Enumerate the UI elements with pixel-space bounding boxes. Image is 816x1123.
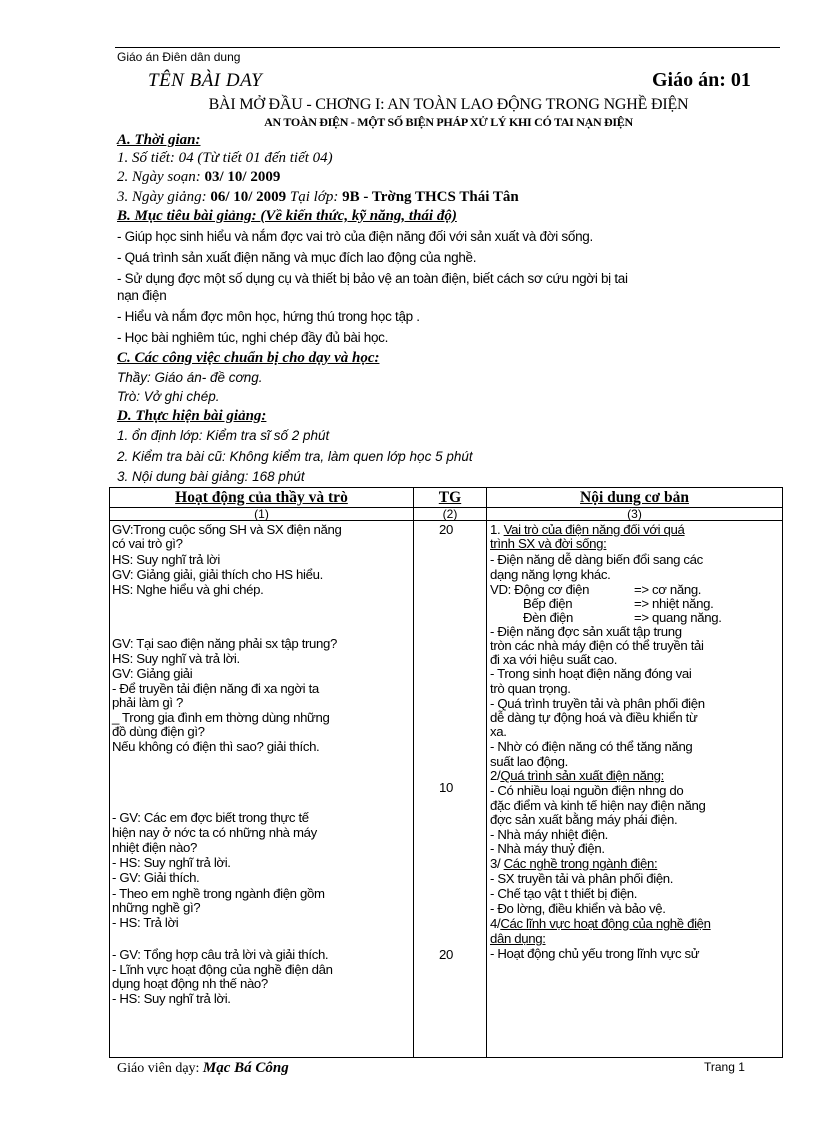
section-c-line-2: Trò: Vở ghi chép. xyxy=(117,389,220,404)
content-line: 2/Quá trình sản xuất điện năng: xyxy=(490,768,664,783)
table-col-number-3: (3) xyxy=(487,508,783,521)
content-line: suất lao động. xyxy=(490,754,568,769)
time-value: 20 xyxy=(439,522,453,537)
activity-line: - HS: Suy nghĩ trả lời. xyxy=(112,855,231,870)
content-line: đi xa với hiệu suất cao. xyxy=(490,652,618,667)
content-line: - Điện năng dễ dàng biến đổi sang các xyxy=(490,552,703,567)
content-line: => cơ năng. xyxy=(634,582,702,597)
section-c-heading: C. Các công việc chuẩn bị cho dạy và học: xyxy=(117,350,380,366)
content-line: Đèn điện xyxy=(523,610,573,625)
content-line: - Đo lờng, điều khiển và bảo vệ. xyxy=(490,901,666,916)
activity-line: - HS: Trả lời xyxy=(112,915,179,930)
activity-line: GV:Trong cuộc sống SH và SX điện năng xyxy=(112,522,342,537)
teacher-footer: Giáo viên dạy: Mạc Bá Công xyxy=(117,1060,289,1076)
content-line: - Nhờ có điện năng có thể tăng năng xyxy=(490,739,693,754)
content-line: xa. xyxy=(490,724,507,739)
activity-line: GV: Giảng giải, giải thích cho HS hiểu. xyxy=(112,567,323,582)
activity-line: - GV: Giải thích. xyxy=(112,870,200,885)
content-line: trò quan trọng. xyxy=(490,681,571,696)
content-line: dễ dàng tự động hoá và điều khiển từ xyxy=(490,710,698,725)
lesson-title-label: TÊN BÀI DAY xyxy=(148,70,263,91)
activity-line: phải làm gì ? xyxy=(112,695,183,710)
section-d-line-2: 2. Kiểm tra bài cũ: Không kiểm tra, làm quen lớp học 5 phút xyxy=(117,449,473,464)
content-line: tròn các nhà máy điện có thể truyền tải xyxy=(490,638,704,653)
table-col-number-1: (1) xyxy=(110,508,414,521)
section-d-line-3: 3. Nội dung bài giảng: 168 phút xyxy=(117,469,305,484)
activity-line: HS: Suy nghĩ trả lời xyxy=(112,552,220,567)
activity-line: HS: Nghe hiểu và ghi chép. xyxy=(112,582,264,597)
section-b-heading: B. Mục tiêu bài giảng: (Về kiến thức, kỹ năng, thái độ) xyxy=(117,208,457,224)
content-line: - Quá trình truyền tải và phân phối điện xyxy=(490,696,705,711)
activity-line: Nếu không có điện thì sao? giải thích. xyxy=(112,739,320,754)
time-value: 20 xyxy=(439,947,453,962)
content-line: - SX truyền tải và phân phối điện. xyxy=(490,871,674,886)
activity-line: - GV: Tổng hợp câu trả lời và giải thích. xyxy=(112,947,329,962)
content-line: - Hoạt động chủ yếu trong lĩnh vực sử xyxy=(490,946,700,961)
activity-line: GV: Giảng giải xyxy=(112,666,193,681)
content-line: dạng năng lợng khác. xyxy=(490,567,611,582)
section-b-line-1: - Giúp học sinh hiểu và nắm đợc vai trò của điện năng đối với sản xuất và đời sống. xyxy=(117,229,593,244)
activity-line: đồ dùng điện gì? xyxy=(112,724,205,739)
activity-line: nhiệt điện nào? xyxy=(112,840,197,855)
section-b-line-3: - Sử dụng đợc một số dụng cụ và thiết bị bảo vệ an toàn điện, biết cách sơ cứu ngời bị tai xyxy=(117,271,628,286)
section-a-line-2: 2. Ngày soạn: 03/ 10/ 2009 xyxy=(117,169,281,185)
table-row xyxy=(110,521,783,1058)
content-line: - Điện năng đợc sản xuất tập trung xyxy=(490,624,682,639)
content-line: 1. Vai trò của điện năng đối với quá xyxy=(490,522,685,537)
activity-line: HS: Suy nghĩ và trả lời. xyxy=(112,651,240,666)
activity-cell xyxy=(110,521,414,1058)
section-a-line-3: 3. Ngày giảng: 06/ 10/ 2009 Tại lớp: 9B - Trờng THCS Thái Tân xyxy=(117,189,519,205)
content-line: => quang năng. xyxy=(634,610,722,625)
content-line: - Nhà máy nhiệt điện. xyxy=(490,827,608,842)
page-number: Trang 1 xyxy=(704,1060,745,1074)
table-header-content: Nội dung cơ bản xyxy=(487,488,783,508)
content-line: đặc điểm và kinh tế hiện nay điện năng xyxy=(490,798,706,813)
section-a-heading: A. Thời gian: xyxy=(117,132,201,148)
activity-line: có vai trò gì? xyxy=(112,536,183,551)
activity-line: - Theo em nghề trong ngành điện gồm xyxy=(112,886,325,901)
content-line: 3/ Các nghề trong ngành điện: xyxy=(490,856,658,871)
content-line: => nhiệt năng. xyxy=(634,596,714,611)
section-b-line-4: - Hiểu và nắm đợc môn học, hứng thú trong học tập . xyxy=(117,309,420,324)
table-header-row xyxy=(110,488,783,508)
content-line: - Chế tạo vật t thiết bị điện. xyxy=(490,886,638,901)
activity-line: - HS: Suy nghĩ trả lời. xyxy=(112,991,231,1006)
lesson-table xyxy=(109,487,783,1058)
activity-line: - GV: Các em đợc biết trong thực tế xyxy=(112,810,309,825)
time-value: 10 xyxy=(439,780,453,795)
lesson-subtitle-2: AN TOÀN ĐIỆN - MỘT SỐ BIỆN PHÁP XỬ LÝ KHI CÓ TAI NẠN ĐIỆN xyxy=(264,115,633,129)
activity-line: dụng hoạt động nh thế nào? xyxy=(112,976,268,991)
content-line: - Có nhiều loại nguồn điện nhng do xyxy=(490,783,684,798)
section-b-line-3b: nạn điện xyxy=(117,288,167,303)
table-col-number-2: (2) xyxy=(414,508,487,521)
running-header: Giáo án Điên dân dung xyxy=(117,50,241,64)
activity-line: - Lĩnh vực hoạt động của nghề điện dân xyxy=(112,962,333,977)
activity-line: hiện nay ở nớc ta có những nhà máy xyxy=(112,825,317,840)
section-d-line-1: 1. ổn định lớp: Kiểm tra sĩ số 2 phút xyxy=(117,428,330,443)
content-line: - Trong sinh hoạt điện năng đóng vai xyxy=(490,666,692,681)
content-line: dân dụng: xyxy=(490,931,546,946)
lesson-number: Giáo án: 01 xyxy=(652,69,751,91)
section-b-line-5: - Học bài nghiêm túc, nghi chép đầy đủ bài học. xyxy=(117,330,389,345)
content-line: - Nhà máy thuỷ điện. xyxy=(490,841,605,856)
time-cell xyxy=(414,521,487,1058)
section-a-line-1: 1. Số tiết: 04 (Từ tiết 01 đến tiết 04) xyxy=(117,150,333,166)
activity-line: GV: Tại sao điện năng phải sx tập trung? xyxy=(112,636,337,651)
content-cell xyxy=(487,521,783,1058)
content-line: đợc sản xuất bằng máy phái điện. xyxy=(490,812,678,827)
table-header-time: TG xyxy=(414,488,487,508)
activity-line: - Để truyền tải điện năng đi xa ngời ta xyxy=(112,681,319,696)
table-number-row xyxy=(110,508,783,521)
content-line: Bếp điện xyxy=(523,596,573,611)
activity-line: _ Trong gia đình em thờng dùng những xyxy=(112,710,330,725)
header-rule xyxy=(115,47,780,48)
content-line: 4/Các lĩnh vực hoạt động của nghề điện xyxy=(490,916,711,931)
lesson-subtitle-1: BÀI MỞ ĐẦU - CHƠNG I: AN TOÀN LAO ĐỘNG TRONG NGHỀ ĐIỆN xyxy=(208,96,689,113)
activity-line: những nghề gì? xyxy=(112,900,201,915)
content-line: VD: Động cơ điện xyxy=(490,582,590,597)
content-line: trình SX và đời sống: xyxy=(490,536,607,551)
table-header-activity: Hoạt động của thầy và trò xyxy=(110,488,414,508)
section-c-line-1: Thầy: Giáo án- đề cơng. xyxy=(117,370,263,385)
section-d-heading: D. Thực hiện bài giảng: xyxy=(117,408,267,424)
section-b-line-2: - Quá trình sản xuất điện năng và mục đích lao động của nghề. xyxy=(117,250,477,265)
